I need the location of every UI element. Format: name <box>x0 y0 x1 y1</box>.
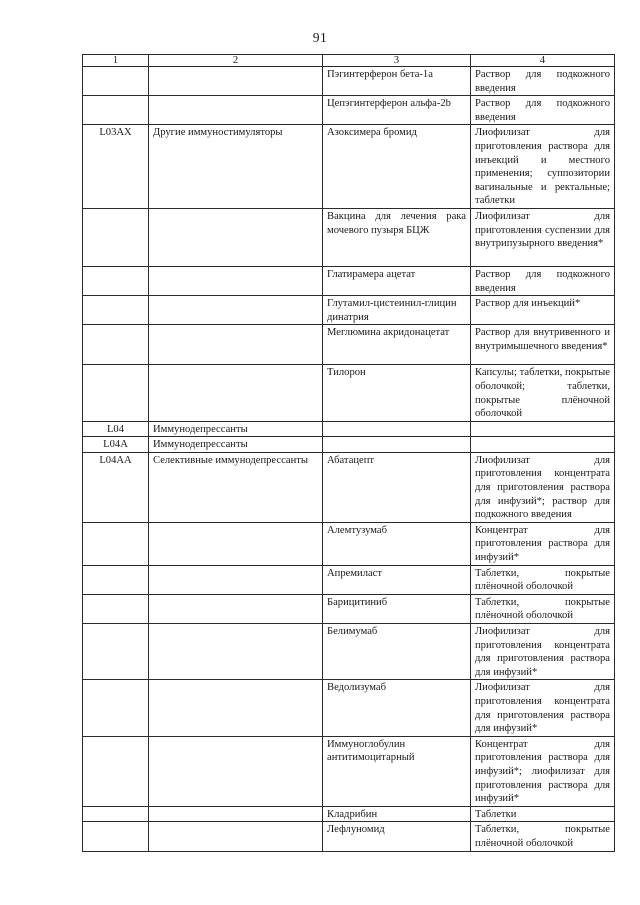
code-cell <box>83 296 149 325</box>
column-header-3: 3 <box>323 55 471 67</box>
group-cell <box>149 822 323 851</box>
table-row <box>83 822 615 851</box>
drug-name-cell: Пэгинтерферон бета-1а <box>323 67 471 96</box>
table-row <box>83 594 615 623</box>
drug-name-cell: Лефлуномид <box>323 822 471 851</box>
table-row <box>83 125 615 209</box>
group-cell: Иммунодепрессанты <box>149 421 323 437</box>
page-number: 91 <box>312 30 328 45</box>
dosage-form-cell: Лиофилизат для приготовления раствора для инъекций и местного применения; суппозитории вагинальные и ректальные; таблетки <box>471 125 615 209</box>
drug-name-cell: Тилорон <box>323 365 471 421</box>
group-cell: Селективные иммунодепрессанты <box>149 452 323 522</box>
table-row <box>83 680 615 736</box>
drug-name-cell: Цепэгинтерферон альфа-2b <box>323 96 471 125</box>
drug-name-cell: Алемтузумаб <box>323 522 471 565</box>
header-row <box>83 55 615 67</box>
dosage-form-cell: Концентрат для приготовления раствора для инфузий* <box>471 522 615 565</box>
drug-name-cell: Вакцина для лечения рака мочевого пузыря БЦЖ <box>323 208 471 266</box>
code-cell <box>83 624 149 680</box>
table-row <box>83 67 615 96</box>
code-cell <box>83 822 149 851</box>
code-cell <box>83 736 149 806</box>
table-row <box>83 522 615 565</box>
dosage-form-cell: Раствор для внутривенного и внутримышечного введения* <box>471 325 615 365</box>
group-cell <box>149 365 323 421</box>
dosage-form-cell: Лиофилизат для приготовления суспензии для внутрипузырного введения* <box>471 208 615 266</box>
drug-name-cell: Меглюмина акридонацетат <box>323 325 471 365</box>
dosage-form-cell: Таблетки, покрытые плёночной оболочкой <box>471 822 615 851</box>
code-cell <box>83 266 149 295</box>
group-cell <box>149 67 323 96</box>
column-header-2: 2 <box>149 55 323 67</box>
drug-name-cell: Белимумаб <box>323 624 471 680</box>
table-row <box>83 806 615 822</box>
drug-name-cell: Глутамил-цистеинил-глицин динатрия <box>323 296 471 325</box>
group-cell <box>149 208 323 266</box>
table-row <box>83 452 615 522</box>
group-cell <box>149 565 323 594</box>
group-cell <box>149 96 323 125</box>
drug-table <box>82 54 615 852</box>
group-cell <box>149 736 323 806</box>
code-cell: L04AA <box>83 452 149 522</box>
table-row <box>83 208 615 266</box>
table-row <box>83 325 615 365</box>
code-cell <box>83 565 149 594</box>
dosage-form-cell <box>471 421 615 437</box>
group-cell <box>149 680 323 736</box>
code-cell <box>83 680 149 736</box>
group-cell <box>149 296 323 325</box>
drug-name-cell: Кладрибин <box>323 806 471 822</box>
code-cell <box>83 806 149 822</box>
dosage-form-cell: Концентрат для приготовления раствора для инфузий*; лиофилизат для приготовления раствора для инфузий* <box>471 736 615 806</box>
dosage-form-cell: Раствор для подкожного введения <box>471 67 615 96</box>
group-cell <box>149 624 323 680</box>
dosage-form-cell: Таблетки <box>471 806 615 822</box>
drug-name-cell: Ведолизумаб <box>323 680 471 736</box>
drug-name-cell: Иммуноглобулин антитимоцитарный <box>323 736 471 806</box>
drug-name-cell: Глатирамера ацетат <box>323 266 471 295</box>
table-row <box>83 624 615 680</box>
code-cell: L03AX <box>83 125 149 209</box>
dosage-form-cell: Раствор для подкожного введения <box>471 96 615 125</box>
group-cell <box>149 325 323 365</box>
dosage-form-cell: Лиофилизат для приготовления концентрата для приготовления раствора для инфузий*; раствор для подкожного введения <box>471 452 615 522</box>
table-row <box>83 736 615 806</box>
dosage-form-cell <box>471 437 615 453</box>
drug-name-cell <box>323 421 471 437</box>
table-row <box>83 421 615 437</box>
dosage-form-cell: Таблетки, покрытые плёночной оболочкой <box>471 594 615 623</box>
drug-name-cell: Азоксимера бромид <box>323 125 471 209</box>
dosage-form-cell: Лиофилизат для приготовления концентрата для приготовления раствора для инфузий* <box>471 624 615 680</box>
group-cell: Иммунодепрессанты <box>149 437 323 453</box>
group-cell <box>149 594 323 623</box>
code-cell: L04 <box>83 421 149 437</box>
group-cell: Другие иммуностимуляторы <box>149 125 323 209</box>
group-cell <box>149 522 323 565</box>
code-cell <box>83 594 149 623</box>
code-cell <box>83 365 149 421</box>
dosage-form-cell: Лиофилизат для приготовления концентрата для приготовления раствора для инфузий* <box>471 680 615 736</box>
table-row <box>83 437 615 453</box>
table-row <box>83 365 615 421</box>
drug-name-cell <box>323 437 471 453</box>
column-header-4: 4 <box>471 55 615 67</box>
dosage-form-cell: Раствор для подкожного введения <box>471 266 615 295</box>
dosage-form-cell: Капсулы; таблетки, покрытые оболочкой; таблетки, покрытые плёночной оболочкой <box>471 365 615 421</box>
code-cell <box>83 522 149 565</box>
table-row <box>83 96 615 125</box>
code-cell: L04A <box>83 437 149 453</box>
drug-name-cell: Апремиласт <box>323 565 471 594</box>
group-cell <box>149 806 323 822</box>
table-row <box>83 565 615 594</box>
table-row <box>83 296 615 325</box>
column-header-1: 1 <box>83 55 149 67</box>
code-cell <box>83 67 149 96</box>
table-row <box>83 266 615 295</box>
dosage-form-cell: Раствор для инъекций* <box>471 296 615 325</box>
group-cell <box>149 266 323 295</box>
dosage-form-cell: Таблетки, покрытые плёночной оболочкой <box>471 565 615 594</box>
code-cell <box>83 96 149 125</box>
drug-name-cell: Абатацепт <box>323 452 471 522</box>
drug-name-cell: Барицитиниб <box>323 594 471 623</box>
code-cell <box>83 325 149 365</box>
code-cell <box>83 208 149 266</box>
